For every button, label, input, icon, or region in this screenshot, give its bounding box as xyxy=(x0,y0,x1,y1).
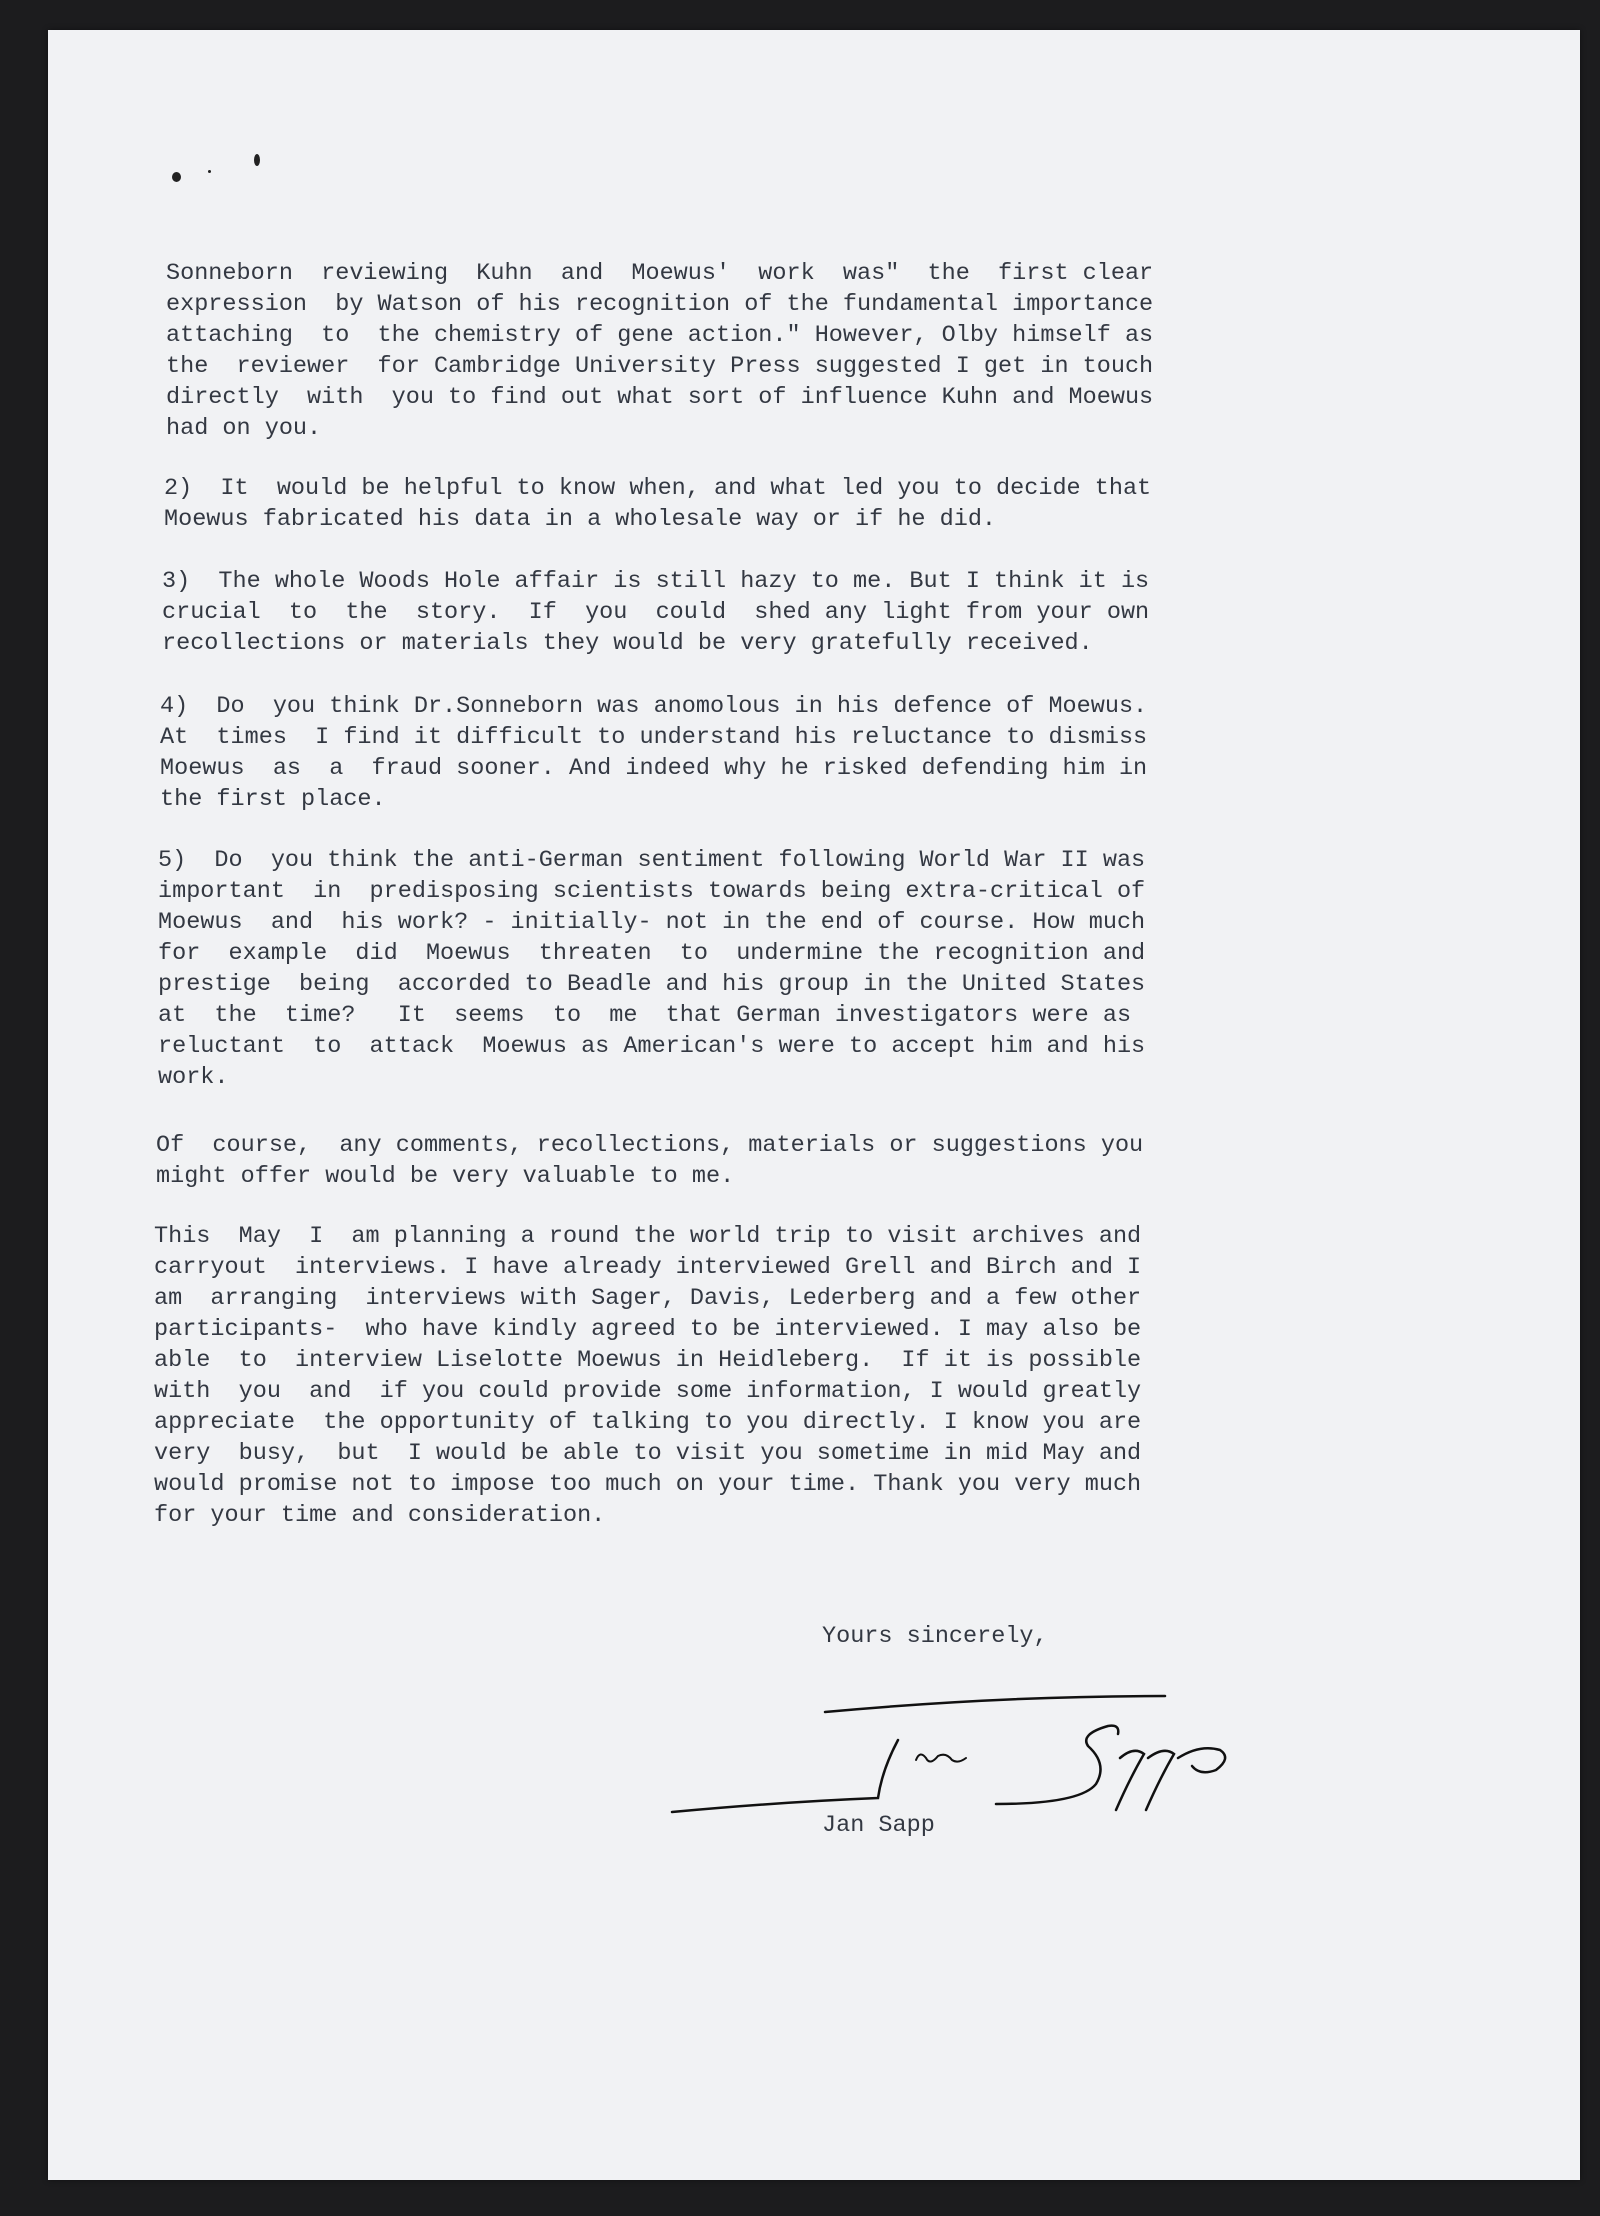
letter-paragraph-5: 5) Do you think the anti-German sentiment following World War II was important in predisposing scientists towards being extra-critical of Moewus and his work? - initially- not in the end of course. How much for example did Moewus threaten to undermine the recognition and prestige being accorded to Beadle and his group in the United States at the time? It seems to me that German investigators were as reluctant to attack Moewus as American's were to accept him and his work. xyxy=(158,847,1146,1091)
closing-salutation: Yours sincerely, xyxy=(822,1623,1048,1650)
letter-paragraph-7: This May I am planning a round the world trip to visit archives and carryout interviews. I have already interviewed Grell and Birch and I am arranging interviews with Sager, Davis, Lederberg and a few other participants- who have kindly agreed to be interviewed. I may also be able to interview Liselotte Moewus in Heidleberg. If it is possible with you and if you could provide some information, I would greatly appreciate the opportunity of talking to you directly. I know you are very busy, but I would be able to visit you sometime in mid May and would promise not to impose too much on your time. Thank you very much for your time and consideration. xyxy=(154,1223,1142,1529)
letter-paragraph-6: Of course, any comments, recollections, materials or suggestions you might offer would be very valuable to me. xyxy=(156,1132,1144,1190)
ink-speck xyxy=(254,154,260,166)
letter-paragraph-3: 3) The whole Woods Hole affair is still hazy to me. But I think it is crucial to the story. If you could shed any light from your own recollections or materials they would be very gratefully received. xyxy=(162,568,1150,657)
letter-paragraph-4: 4) Do you think Dr.Sonneborn was anomolous in his defence of Moewus. At times I find it difficult to understand his reluctance to dismiss Moewus as a fraud sooner. And indeed why he risked defending him in the first place. xyxy=(160,693,1148,813)
ink-specks xyxy=(120,110,200,140)
handwritten-signature xyxy=(620,1660,1280,1820)
ink-speck xyxy=(172,172,181,182)
letter-paragraph-2: 2) It would be helpful to know when, and what led you to decide that Moewus fabricated his data in a wholesale way or if he did. xyxy=(164,475,1152,533)
letter-paragraph-1: Sonneborn reviewing Kuhn and Moewus' work was" the first clear expression by Watson of his recognition of the fundamental importance attaching to the chemistry of gene action." However, Olby himself as the reviewer for Cambridge University Press suggested I get in touch directly with you to find out what sort of influence Kuhn and Moewus had on you. xyxy=(166,260,1154,442)
ink-speck xyxy=(208,170,211,173)
signature-name: Jan Sapp xyxy=(822,1812,935,1839)
